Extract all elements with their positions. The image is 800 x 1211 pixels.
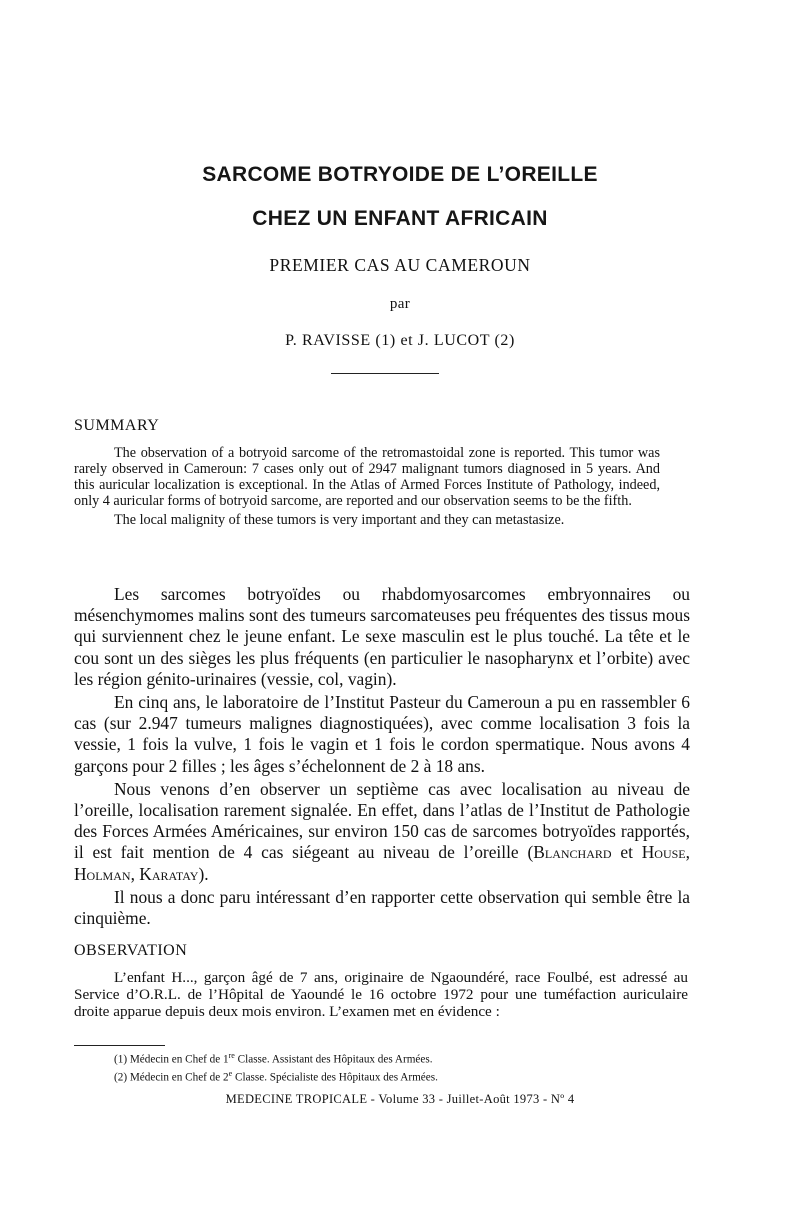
body-paragraph-4: Il nous a donc paru intéressant d’en rapporter cette observation qui semble être la cinquième. (74, 886, 690, 929)
byline-par: par (389, 296, 411, 312)
footnote-2-superscript: e (228, 1068, 233, 1078)
reference-joiner: et (611, 842, 642, 863)
footnote-rule (74, 1045, 165, 1046)
body-paragraph-3-text: Nous venons d’en observer un septième cas avec localisation au niveau de l’oreille, localisation rarement signalée. En effet, dans l’atlas de l’Institut de Pathologie des Forces Armées Américaines, sur environ 150 cas de sarcomes botryoïdes rapportés, il est fait mention de 4 cas siégeant au niveau de l’oreille ( (74, 778, 690, 863)
article-title-line-2: CHEZ UN ENFANT AFRICAIN (252, 207, 548, 230)
body-paragraph-1: Les sarcomes botryoïdes ou rhabdomyosarcomes embryonnaires ou mésenchymomes malins sont des tumeurs sarcomateuses peu fréquentes des tissus mous qui surviennent chez le jeune enfant. Le sexe masculin est le plus touché. La tête et le cou sont un des sièges les plus fréquents (en particulier le nasopharynx et l’orbite) avec les région génito-urinaires (vessie, col, vagin). (74, 584, 690, 689)
footnote-1: (1) Médecin en Chef de 1re Classe. Assistant des Hôpitaux des Armées. (114, 1051, 433, 1066)
title-rule (331, 373, 439, 374)
article-subtitle: PREMIER CAS AU CAMEROUN (269, 255, 531, 275)
article-title-line-1: SARCOME BOTRYOIDE DE L’OREILLE (202, 163, 598, 186)
reference-author: Holman (74, 863, 131, 884)
summary-paragraph-1: The observation of a botryoid sarcome of the retromastoidal zone is reported. This tumor was rarely observed in Cameroun: 7 cases only out of 2947 malignant tumors diagnosed in 5 years. And this auricular localization is exceptional. In the Atlas of Armed Forces Institute of Pathology, indeed, only 4 auricular forms of botryoid sarcome, are reported and our observation seems to be the fifth. (74, 445, 660, 509)
body-paragraph-3 (74, 779, 690, 885)
footnote-1-superscript: re (228, 1051, 235, 1060)
summary-block (74, 445, 660, 528)
summary-heading: SUMMARY (74, 417, 160, 434)
observation-heading: OBSERVATION (74, 942, 188, 959)
authors: P. RAVISSE (1) et J. LUCOT (2) (285, 332, 515, 349)
body-paragraph-3-end: ). (198, 863, 209, 884)
observation-block (74, 969, 688, 1020)
reference-author: House (641, 842, 686, 863)
footnote-2: (2) Médecin en Chef de 2e Classe. Spécialiste des Hôpitaux des Armées. (114, 1068, 438, 1084)
journal-footer: MEDECINE TROPICALE - Volume 33 - Juillet-Août 1973 - Nº 4 (225, 1092, 575, 1106)
reference-author: Karatay (139, 863, 199, 884)
observation-paragraph-1: L’enfant H..., garçon âgé de 7 ans, originaire de Ngaoundéré, race Foulbé, est adressé au Service d’O.R.L. de l’Hôpital de Yaoundé le 16 octobre 1972 pour une tuméfaction auriculaire droite apparue depuis deux mois environ. L’examen met en évidence : (74, 969, 688, 1020)
body-text (74, 584, 690, 929)
reference-author: Blanchard (533, 842, 612, 863)
reference-separator: , (685, 842, 690, 863)
summary-paragraph-2: The local malignity of these tumors is very important and they can metastasize. (114, 512, 565, 528)
footnotes (114, 1049, 674, 1084)
body-paragraph-2: En cinq ans, le laboratoire de l’Institut Pasteur du Cameroun a pu en rassembler 6 cas (sur 2.947 tumeurs malignes diagnostiquées), avec comme localisation 3 fois la vessie, 1 fois la vulve, 1 fois le vagin et 1 fois le cordon spermatique. Nous avons 4 garçons pour 2 filles ; les âges s’échelonnent de 2 à 18 ans. (74, 692, 690, 776)
reference-separator: , (130, 863, 140, 884)
